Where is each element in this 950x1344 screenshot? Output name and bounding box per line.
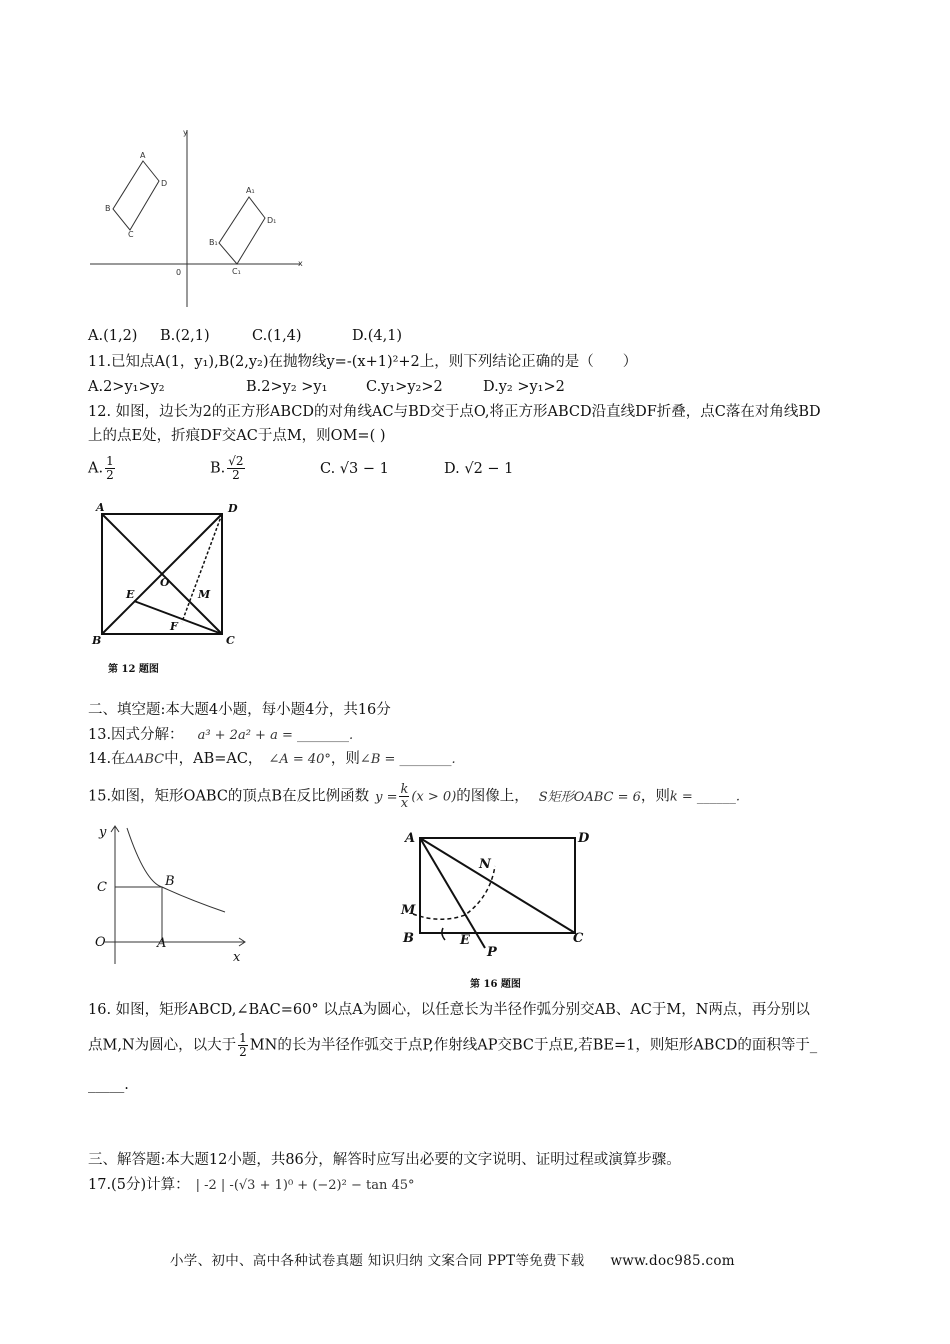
q10-option-a: A.(1,2): [88, 328, 138, 344]
footer: [170, 1249, 735, 1269]
x-label: x: [298, 259, 303, 268]
q10-option-b: B.(2,1): [160, 328, 210, 344]
svg-text:E: E: [126, 588, 135, 601]
q13: 13.因式分解： a³ + 2a² + a = ________.: [88, 727, 354, 743]
svg-text:y: y: [99, 825, 107, 840]
svg-text:C: C: [226, 634, 235, 647]
footer-text: 小学、初中、高中各种试卷真题 知识归纳 文案合同 PPT等免费下载: [170, 1253, 585, 1269]
svg-text:A: A: [96, 501, 105, 514]
svg-text:C: C: [97, 880, 107, 895]
q12-line2: 上的点E处，折痕DF交AC于点M，则OM=( ): [88, 428, 386, 444]
svg-text:B: B: [105, 204, 111, 213]
svg-text:C: C: [573, 931, 584, 946]
q10-option-c: C.(1,4): [252, 328, 302, 344]
q15-figure: [85, 818, 255, 968]
q16-line3: _____.: [88, 1077, 129, 1093]
svg-text:A: A: [157, 936, 167, 951]
q14: 14.在ΔABC中，AB=AC， ∠A = 40°，则∠B = ________.: [88, 751, 456, 767]
svg-text:D: D: [578, 831, 590, 846]
footer-url[interactable]: www.doc985.com: [610, 1253, 735, 1269]
y-label: y: [183, 128, 188, 137]
svg-text:M: M: [198, 588, 211, 601]
q10-options: [88, 326, 402, 346]
svg-text:O: O: [95, 935, 106, 950]
svg-text:B: B: [92, 634, 102, 647]
q15: 15.如图，矩形OABC的顶点B在反比例函数 y = $\frac{k}{x}$ (x > 0)的图像上， S矩形OABC = 6，则k = ______.: [88, 782, 741, 811]
svg-text:D: D: [161, 179, 168, 188]
q16-figure-caption: 第 16 题图: [470, 979, 521, 990]
svg-text:x: x: [233, 950, 241, 965]
svg-text:F: F: [170, 620, 178, 633]
q11-stem: 11.已知点A(1，y₁),B(2,y₂)在抛物线y=-(x+1)²+2上，则下列结论正确的是（ ）: [88, 354, 638, 370]
q17: 17.(5分)计算： | -2 | -(√3 + 1)⁰ + (−2)² − tan 45°: [88, 1177, 415, 1193]
svg-text:B₁: B₁: [209, 238, 218, 247]
q10-option-d: D.(4,1): [352, 328, 403, 344]
svg-text:B: B: [165, 874, 175, 889]
q10-figure: [85, 125, 315, 310]
section2-title: 二、填空题:本大题4小题，每小题4分，共16分: [88, 702, 391, 718]
svg-text:C: C: [128, 230, 134, 239]
svg-text:C₁: C₁: [232, 267, 241, 276]
q12-figure: [88, 500, 248, 680]
svg-text:P: P: [487, 945, 497, 960]
svg-text:M: M: [401, 903, 416, 918]
q12-line1: 12. 如图，边长为2的正方形ABCD的对角线AC与BD交于点O,将正方形ABCD沿直线DF折叠，点C落在对角线BD: [88, 404, 821, 420]
svg-text:A: A: [140, 151, 146, 160]
rhombus-a1b1c1d1: [219, 197, 265, 264]
q12-figure-caption: 第 12 题图: [108, 664, 159, 675]
section3-title: 三、解答题:本大题12小题，共86分，解答时应写出必要的文字说明、证明过程或演算步骤。: [88, 1152, 681, 1168]
origin-label: 0: [176, 268, 182, 277]
svg-text:B: B: [403, 931, 414, 946]
svg-text:N: N: [479, 857, 491, 872]
q12-options: A. $\frac{1}{2}$ B. $\frac{√2}{2}$ C. √3 − 1 D. √2 − 1: [88, 454, 514, 482]
svg-text:D: D: [228, 502, 238, 515]
q16-line1: 16. 如图，矩形ABCD,∠BAC=60° 以点A为圆心，以任意长为半径作弧分别交AB、AC于M，N两点，再分别以: [88, 1002, 810, 1018]
svg-text:A₁: A₁: [246, 186, 255, 195]
q16-line2: 点M,N为圆心，以大于 $\frac{1}{2}$ MN的长为半径作弧交于点P,作射线AP交BC于点E,若BE=1，则矩形ABCD的面积等于_: [88, 1031, 818, 1059]
q16-figure: [395, 822, 610, 992]
rhombus-abcd: [113, 161, 159, 230]
svg-text:A: A: [405, 831, 416, 846]
svg-text:D₁: D₁: [267, 216, 277, 225]
svg-text:O: O: [160, 576, 170, 589]
q11-options: A.2>y₁>y₂ B.2>y₂ >y₁ C.y₁>y₂>2 D.y₂ >y₁>2: [88, 379, 565, 395]
svg-text:E: E: [460, 933, 470, 948]
